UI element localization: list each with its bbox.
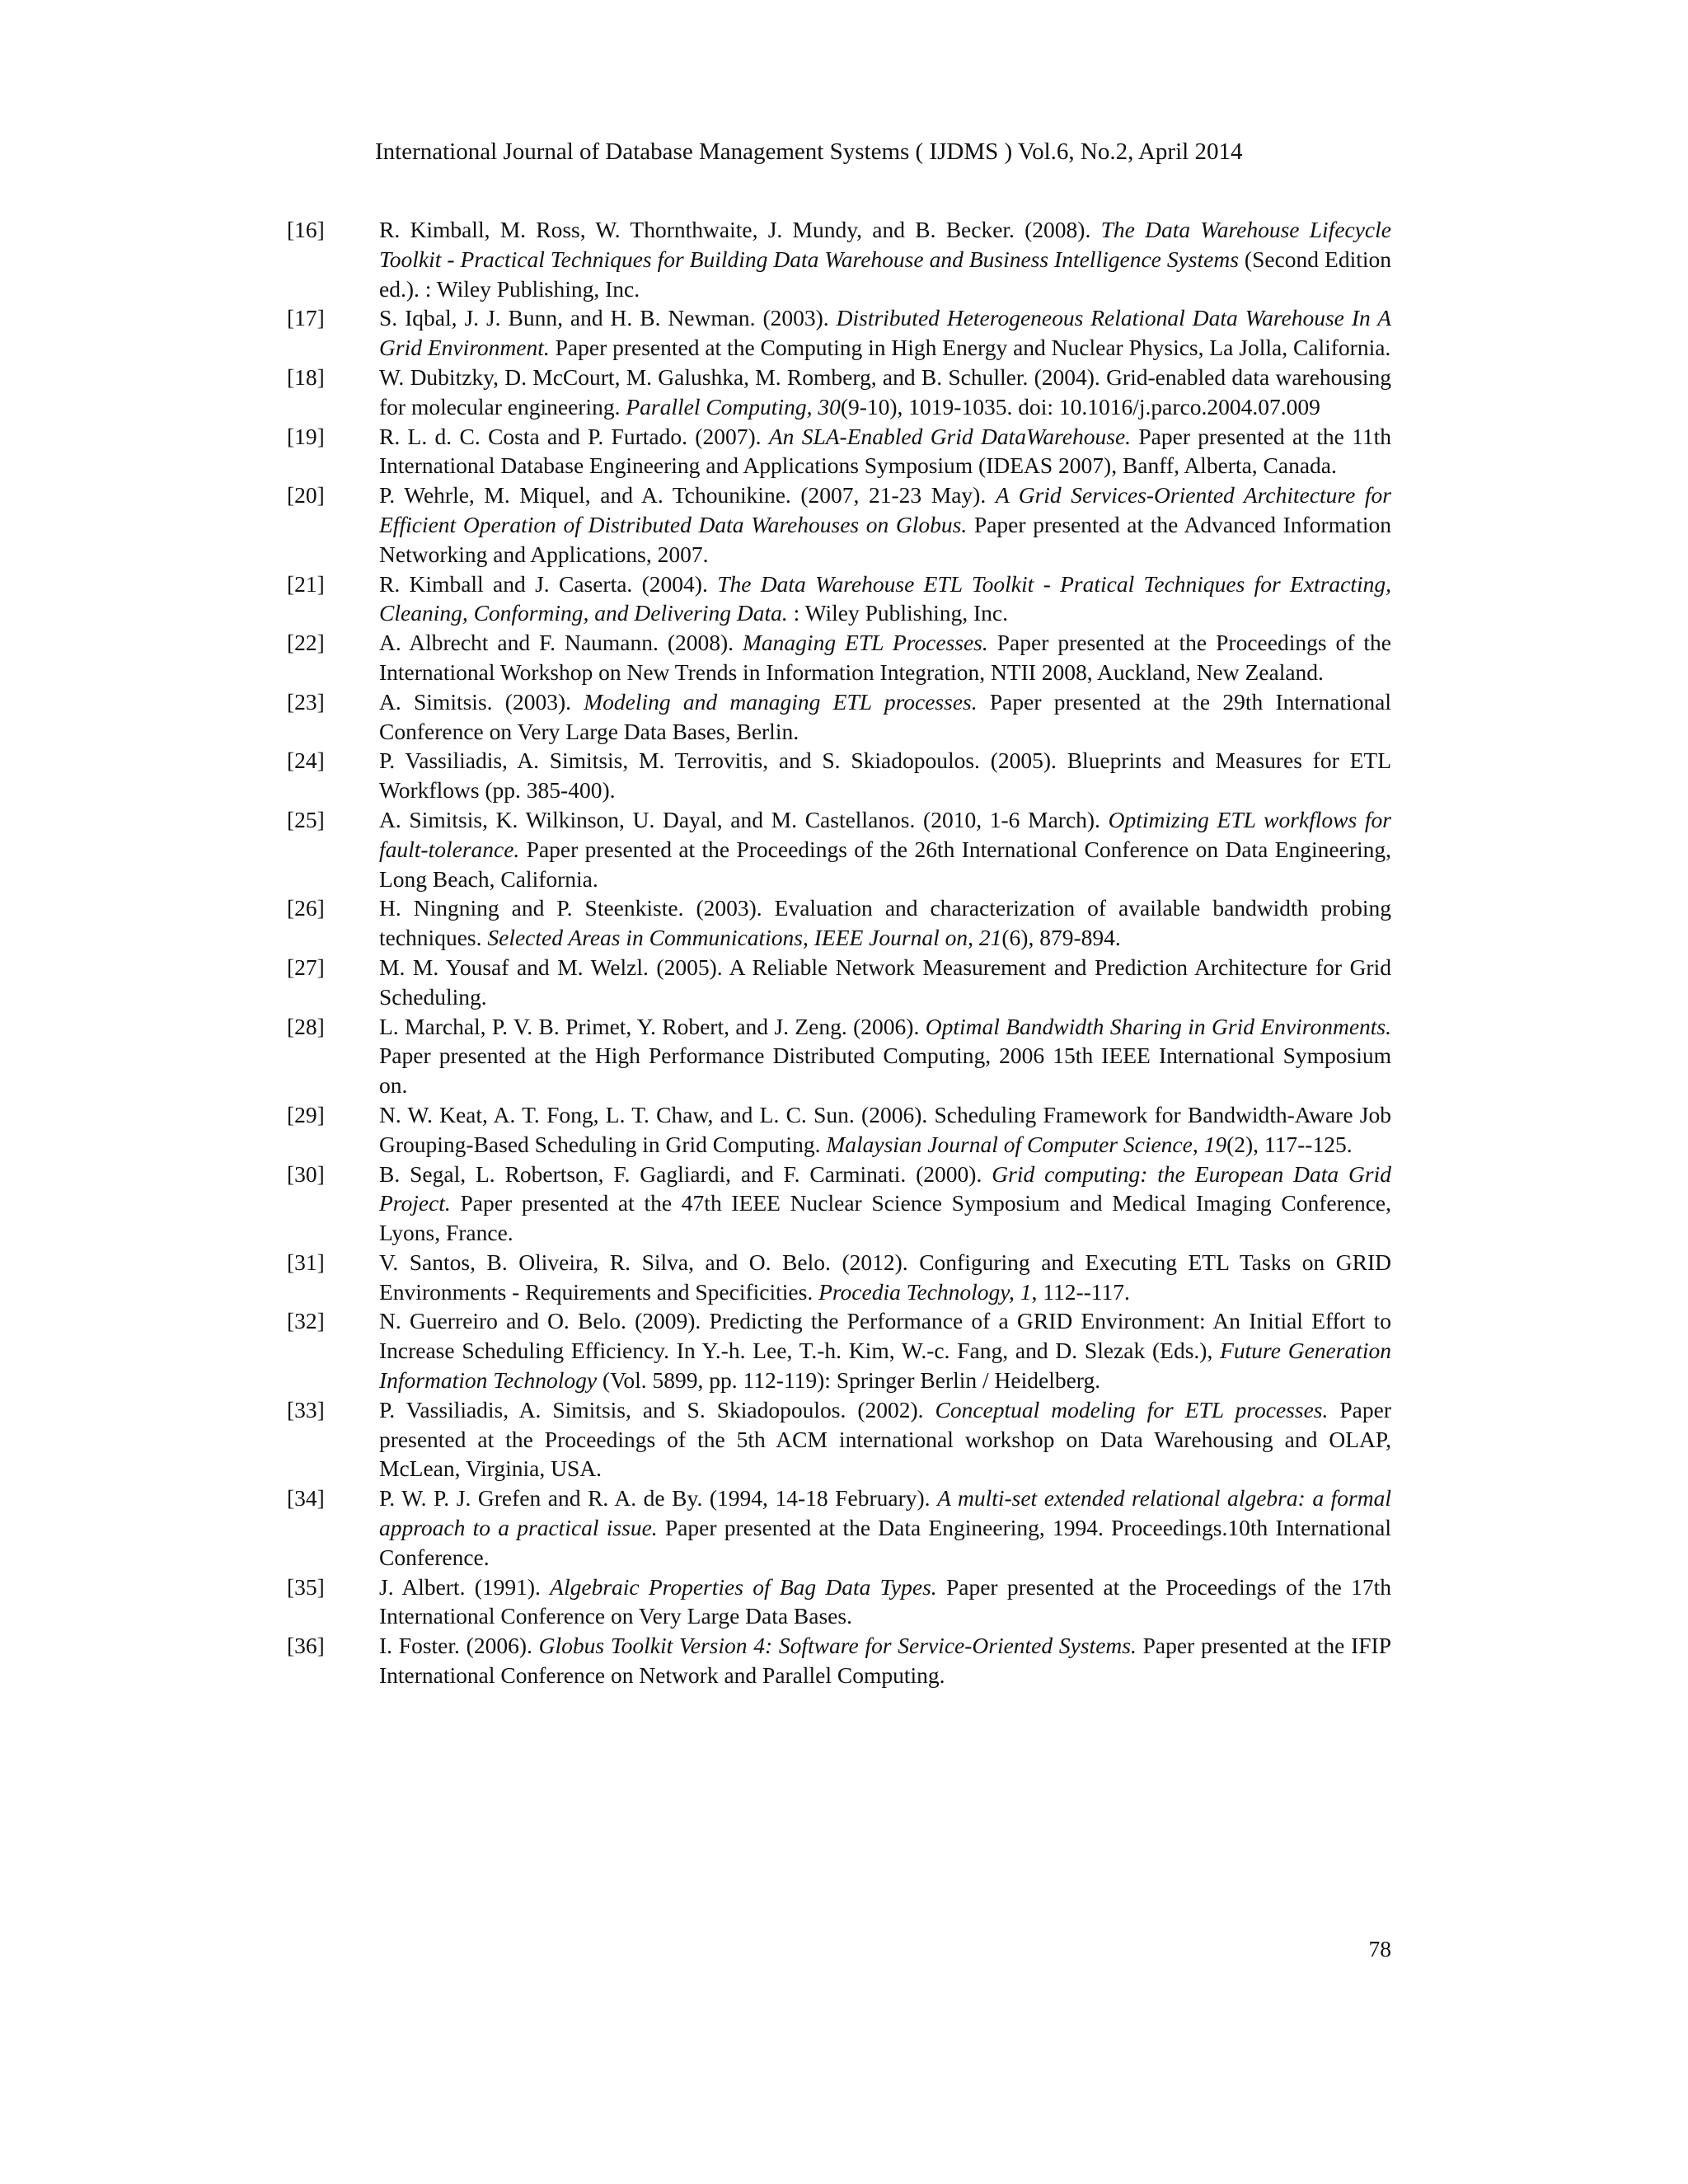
reference-text: [379, 1395, 1391, 1483]
reference-entry: [287, 303, 1391, 363]
reference-text-segment: N. Guerreiro and O. Belo. (2009). Predicting the Performance of a GRID Environment: An Initial Effort to Increase Scheduling Efficiency. In Y.-h. Lee, T.-h. Kim, W.-c. Fang, and D. Slezak (Eds.),: [379, 1308, 1391, 1364]
reference-text-segment: Paper presented at the IFIP International Conference on Network and Parallel Computing.: [379, 1633, 1391, 1689]
reference-number: [17]: [287, 305, 325, 331]
reference-entry: [287, 480, 1391, 569]
reference-title-italic: Malaysian Journal of Computer Science, 19: [826, 1131, 1227, 1157]
reference-text-segment: R. Kimball and J. Caserta. (2004).: [379, 570, 718, 597]
reference-title-italic: The Data Warehouse Lifecycle Toolkit - Practical Techniques for Building Data Warehouse and Business Intelligence Systems: [379, 217, 1391, 272]
reference-entry: [287, 953, 1391, 1012]
reference-title-italic: Optimizing ETL workflows for fault-tolerance.: [379, 806, 1391, 862]
reference-text: [379, 628, 1391, 687]
reference-entry: [287, 746, 1391, 805]
reference-entry: [287, 569, 1391, 629]
reference-text: [379, 1572, 1391, 1632]
reference-title-italic: Distributed Heterogeneous Relational Data Warehouse In A Grid Environment.: [379, 305, 1391, 361]
reference-text-segment: Paper presented at the 47th IEEE Nuclear Science Symposium and Medical Imaging Conference, Lyons, France.: [379, 1190, 1391, 1246]
reference-number: [34]: [287, 1485, 325, 1511]
reference-text: [379, 422, 1391, 481]
reference-number: [18]: [287, 363, 325, 390]
reference-entry: [287, 628, 1391, 687]
reference-number: [29]: [287, 1101, 325, 1127]
reference-entry: [287, 805, 1391, 893]
reference-title-italic: Modeling and managing ETL processes.: [584, 688, 978, 715]
reference-number: [30]: [287, 1160, 325, 1187]
reference-text-segment: Paper presented at the Proceedings of the 5th ACM international workshop on Data Warehousing and OLAP, McLean, Virginia, USA.: [379, 1396, 1391, 1482]
reference-number: [32]: [287, 1308, 325, 1334]
reference-text-segment: : Wiley Publishing, Inc.: [787, 600, 1009, 626]
reference-entry: [287, 1483, 1391, 1572]
reference-entry: [287, 1248, 1391, 1307]
running-header: International Journal of Database Management Systems ( IJDMS ) Vol.6, No.2, April 2014: [375, 138, 1243, 165]
reference-title-italic: A Grid Services-Oriented Architecture for Efficient Operation of Distributed Data Warehouses on Globus.: [379, 482, 1391, 537]
reference-text-segment: Paper presented at the Data Engineering, 1994. Proceedings.10th International Conference.: [379, 1515, 1392, 1570]
reference-entry: [287, 1012, 1391, 1100]
reference-title-italic: Conceptual modeling for ETL processes.: [935, 1396, 1329, 1422]
reference-text-segment: P. W. P. J. Grefen and R. A. de By. (1994, 14-18 February).: [379, 1485, 938, 1511]
reference-text-segment: M. M. Yousaf and M. Welzl. (2005). A Reliable Network Measurement and Prediction Architecture for Grid Scheduling.: [379, 954, 1391, 1010]
reference-text: [379, 893, 1391, 953]
reference-entry: [287, 1160, 1391, 1248]
reference-text-segment: N. W. Keat, A. T. Fong, L. T. Chaw, and L. C. Sun. (2006). Scheduling Framework for Bandwidth-Aware Job Grouping-Based Scheduling in Grid Computing.: [379, 1101, 1391, 1157]
reference-number: [35]: [287, 1573, 325, 1600]
page-number: 78: [1368, 1936, 1391, 1961]
reference-text-segment: Paper presented at the 29th International Conference on Very Large Data Bases, Berlin.: [379, 688, 1392, 744]
reference-entry: [287, 687, 1391, 747]
reference-entry: [287, 1100, 1391, 1160]
reference-number: [23]: [287, 688, 325, 715]
reference-text-segment: Paper presented at the High Performance Distributed Computing, 2006 15th IEEE International Symposium on.: [379, 1043, 1391, 1099]
reference-number: [31]: [287, 1249, 325, 1275]
reference-list: [287, 215, 1391, 1690]
reference-text-segment: , 112--117.: [1031, 1278, 1130, 1305]
reference-text-segment: Paper presented at the Proceedings of the 26th International Conference on Data Engineering, Long Beach, California.: [379, 836, 1391, 892]
reference-text-segment: I. Foster. (2006).: [379, 1633, 539, 1659]
reference-text: [379, 805, 1391, 893]
reference-title-italic: An SLA-Enabled Grid DataWarehouse.: [768, 423, 1132, 449]
reference-entry: [287, 422, 1391, 481]
reference-text-segment: A. Simitsis. (2003).: [379, 688, 584, 715]
reference-text-segment: H. Ningning and P. Steenkiste. (2003). Evaluation and characterization of available bandwidth probing techniques.: [379, 895, 1391, 951]
reference-text: [379, 363, 1391, 422]
reference-number: [28]: [287, 1013, 325, 1039]
reference-entry: [287, 1306, 1391, 1394]
reference-text-segment: (Second Edition ed.). : Wiley Publishing, Inc.: [379, 246, 1391, 302]
reference-number: [20]: [287, 482, 325, 509]
reference-text-segment: A. Simitsis, K. Wilkinson, U. Dayal, and M. Castellanos. (2010, 1-6 March).: [379, 806, 1109, 832]
reference-text-segment: Paper presented at the Advanced Information Networking and Applications, 2007.: [379, 511, 1392, 567]
reference-text-segment: Paper presented at the Proceedings of the International Workshop on New Trends in Information Integration, NTII 2008, Auckland, New Zealand.: [379, 630, 1392, 685]
reference-number: [24]: [287, 748, 325, 774]
reference-entry: [287, 363, 1391, 422]
reference-text-segment: A. Albrecht and F. Naumann. (2008).: [379, 630, 743, 656]
reference-text: [379, 215, 1391, 303]
reference-number: [19]: [287, 423, 325, 449]
reference-text: [379, 480, 1391, 569]
reference-number: [36]: [287, 1633, 325, 1659]
reference-number: [27]: [287, 954, 325, 980]
reference-text: [379, 953, 1391, 1012]
reference-title-italic: Algebraic Properties of Bag Data Types.: [550, 1573, 937, 1600]
reference-entry: [287, 1395, 1391, 1483]
reference-text-segment: R. Kimball, M. Ross, W. Thornthwaite, J. Mundy, and B. Becker. (2008).: [379, 217, 1101, 242]
reference-entry: [287, 893, 1391, 953]
reference-text: [379, 1100, 1391, 1160]
reference-text: [379, 569, 1391, 629]
reference-number: [22]: [287, 630, 325, 656]
reference-title-italic: Future Generation Information Technology: [379, 1338, 1391, 1394]
reference-title-italic: Optimal Bandwidth Sharing in Grid Environments.: [925, 1013, 1391, 1039]
reference-text: [379, 1631, 1391, 1690]
reference-title-italic: Selected Areas in Communications, IEEE Journal on, 21: [487, 925, 1002, 951]
reference-text-segment: R. L. d. C. Costa and P. Furtado. (2007).: [379, 423, 769, 449]
reference-title-italic: A multi-set extended relational algebra: a formal approach to a practical issue.: [379, 1485, 1391, 1541]
reference-text-segment: Paper presented at the 11th International Database Engineering and Applications Symposium (IDEAS 2007), Banff, Alberta, Canada.: [379, 423, 1391, 479]
reference-text-segment: (9-10), 1019-1035. doi: 10.1016/j.parco.2004.07.009: [840, 393, 1320, 419]
reference-title-italic: The Data Warehouse ETL Toolkit - Pratical Techniques for Extracting, Cleaning, Conforming, and Delivering Data.: [379, 570, 1392, 626]
reference-text-segment: W. Dubitzky, D. McCourt, M. Galushka, M. Romberg, and B. Schuller. (2004). Grid-enabled data warehousing for molecular engineering.: [379, 363, 1391, 419]
reference-number: [21]: [287, 570, 325, 597]
reference-text-segment: P. Vassiliadis, A. Simitsis, and S. Skiadopoulos. (2002).: [379, 1396, 935, 1422]
reference-title-italic: Globus Toolkit Version 4: Software for Service-Oriented Systems.: [538, 1633, 1137, 1659]
reference-title-italic: Parallel Computing, 30: [626, 393, 841, 419]
reference-text-segment: (Vol. 5899, pp. 112-119): Springer Berlin / Heidelberg.: [597, 1367, 1101, 1394]
reference-text-segment: P. Wehrle, M. Miquel, and A. Tchounikine. (2007, 21-23 May).: [379, 482, 996, 509]
reference-title-italic: Procedia Technology, 1: [818, 1278, 1032, 1305]
reference-entry: [287, 1572, 1391, 1632]
reference-text-segment: Paper presented at the Computing in High Energy and Nuclear Physics, La Jolla, California.: [549, 335, 1391, 361]
reference-entry: [287, 215, 1391, 303]
reference-number: [33]: [287, 1396, 325, 1422]
reference-text-segment: Paper presented at the Proceedings of the 17th International Conference on Very Large Data Bases.: [379, 1573, 1392, 1629]
reference-entry: [287, 1631, 1391, 1690]
reference-title-italic: Grid computing: the European Data Grid Project.: [379, 1160, 1391, 1216]
reference-text-segment: (6), 879-894.: [1001, 925, 1121, 951]
reference-text-segment: J. Albert. (1991).: [379, 1573, 551, 1600]
reference-text-segment: V. Santos, B. Oliveira, R. Silva, and O. Belo. (2012). Configuring and Executing ETL Tasks on GRID Environments - Requirements and Specificities.: [379, 1249, 1391, 1305]
reference-number: [25]: [287, 806, 325, 832]
reference-text: [379, 1483, 1391, 1572]
reference-text-segment: (2), 117--125.: [1226, 1131, 1353, 1157]
reference-text: [379, 1160, 1391, 1248]
reference-title-italic: Managing ETL Processes.: [743, 630, 988, 656]
reference-number: [26]: [287, 895, 325, 921]
reference-text: [379, 687, 1391, 747]
reference-text-segment: L. Marchal, P. V. B. Primet, Y. Robert, and J. Zeng. (2006).: [379, 1013, 926, 1039]
reference-text: [379, 746, 1391, 805]
reference-text-segment: B. Segal, L. Robertson, F. Gagliardi, and F. Carminati. (2000).: [379, 1160, 992, 1187]
reference-text-segment: P. Vassiliadis, A. Simitsis, M. Terrovitis, and S. Skiadopoulos. (2005). Blueprints and Measures for ETL Workflows (pp. 385-400).: [379, 748, 1391, 804]
reference-text: [379, 1012, 1391, 1100]
reference-text-segment: S. Iqbal, J. J. Bunn, and H. B. Newman. (2003).: [379, 305, 837, 331]
reference-text: [379, 1248, 1391, 1307]
reference-text: [379, 303, 1391, 363]
reference-number: [16]: [287, 217, 325, 242]
reference-text: [379, 1306, 1391, 1394]
